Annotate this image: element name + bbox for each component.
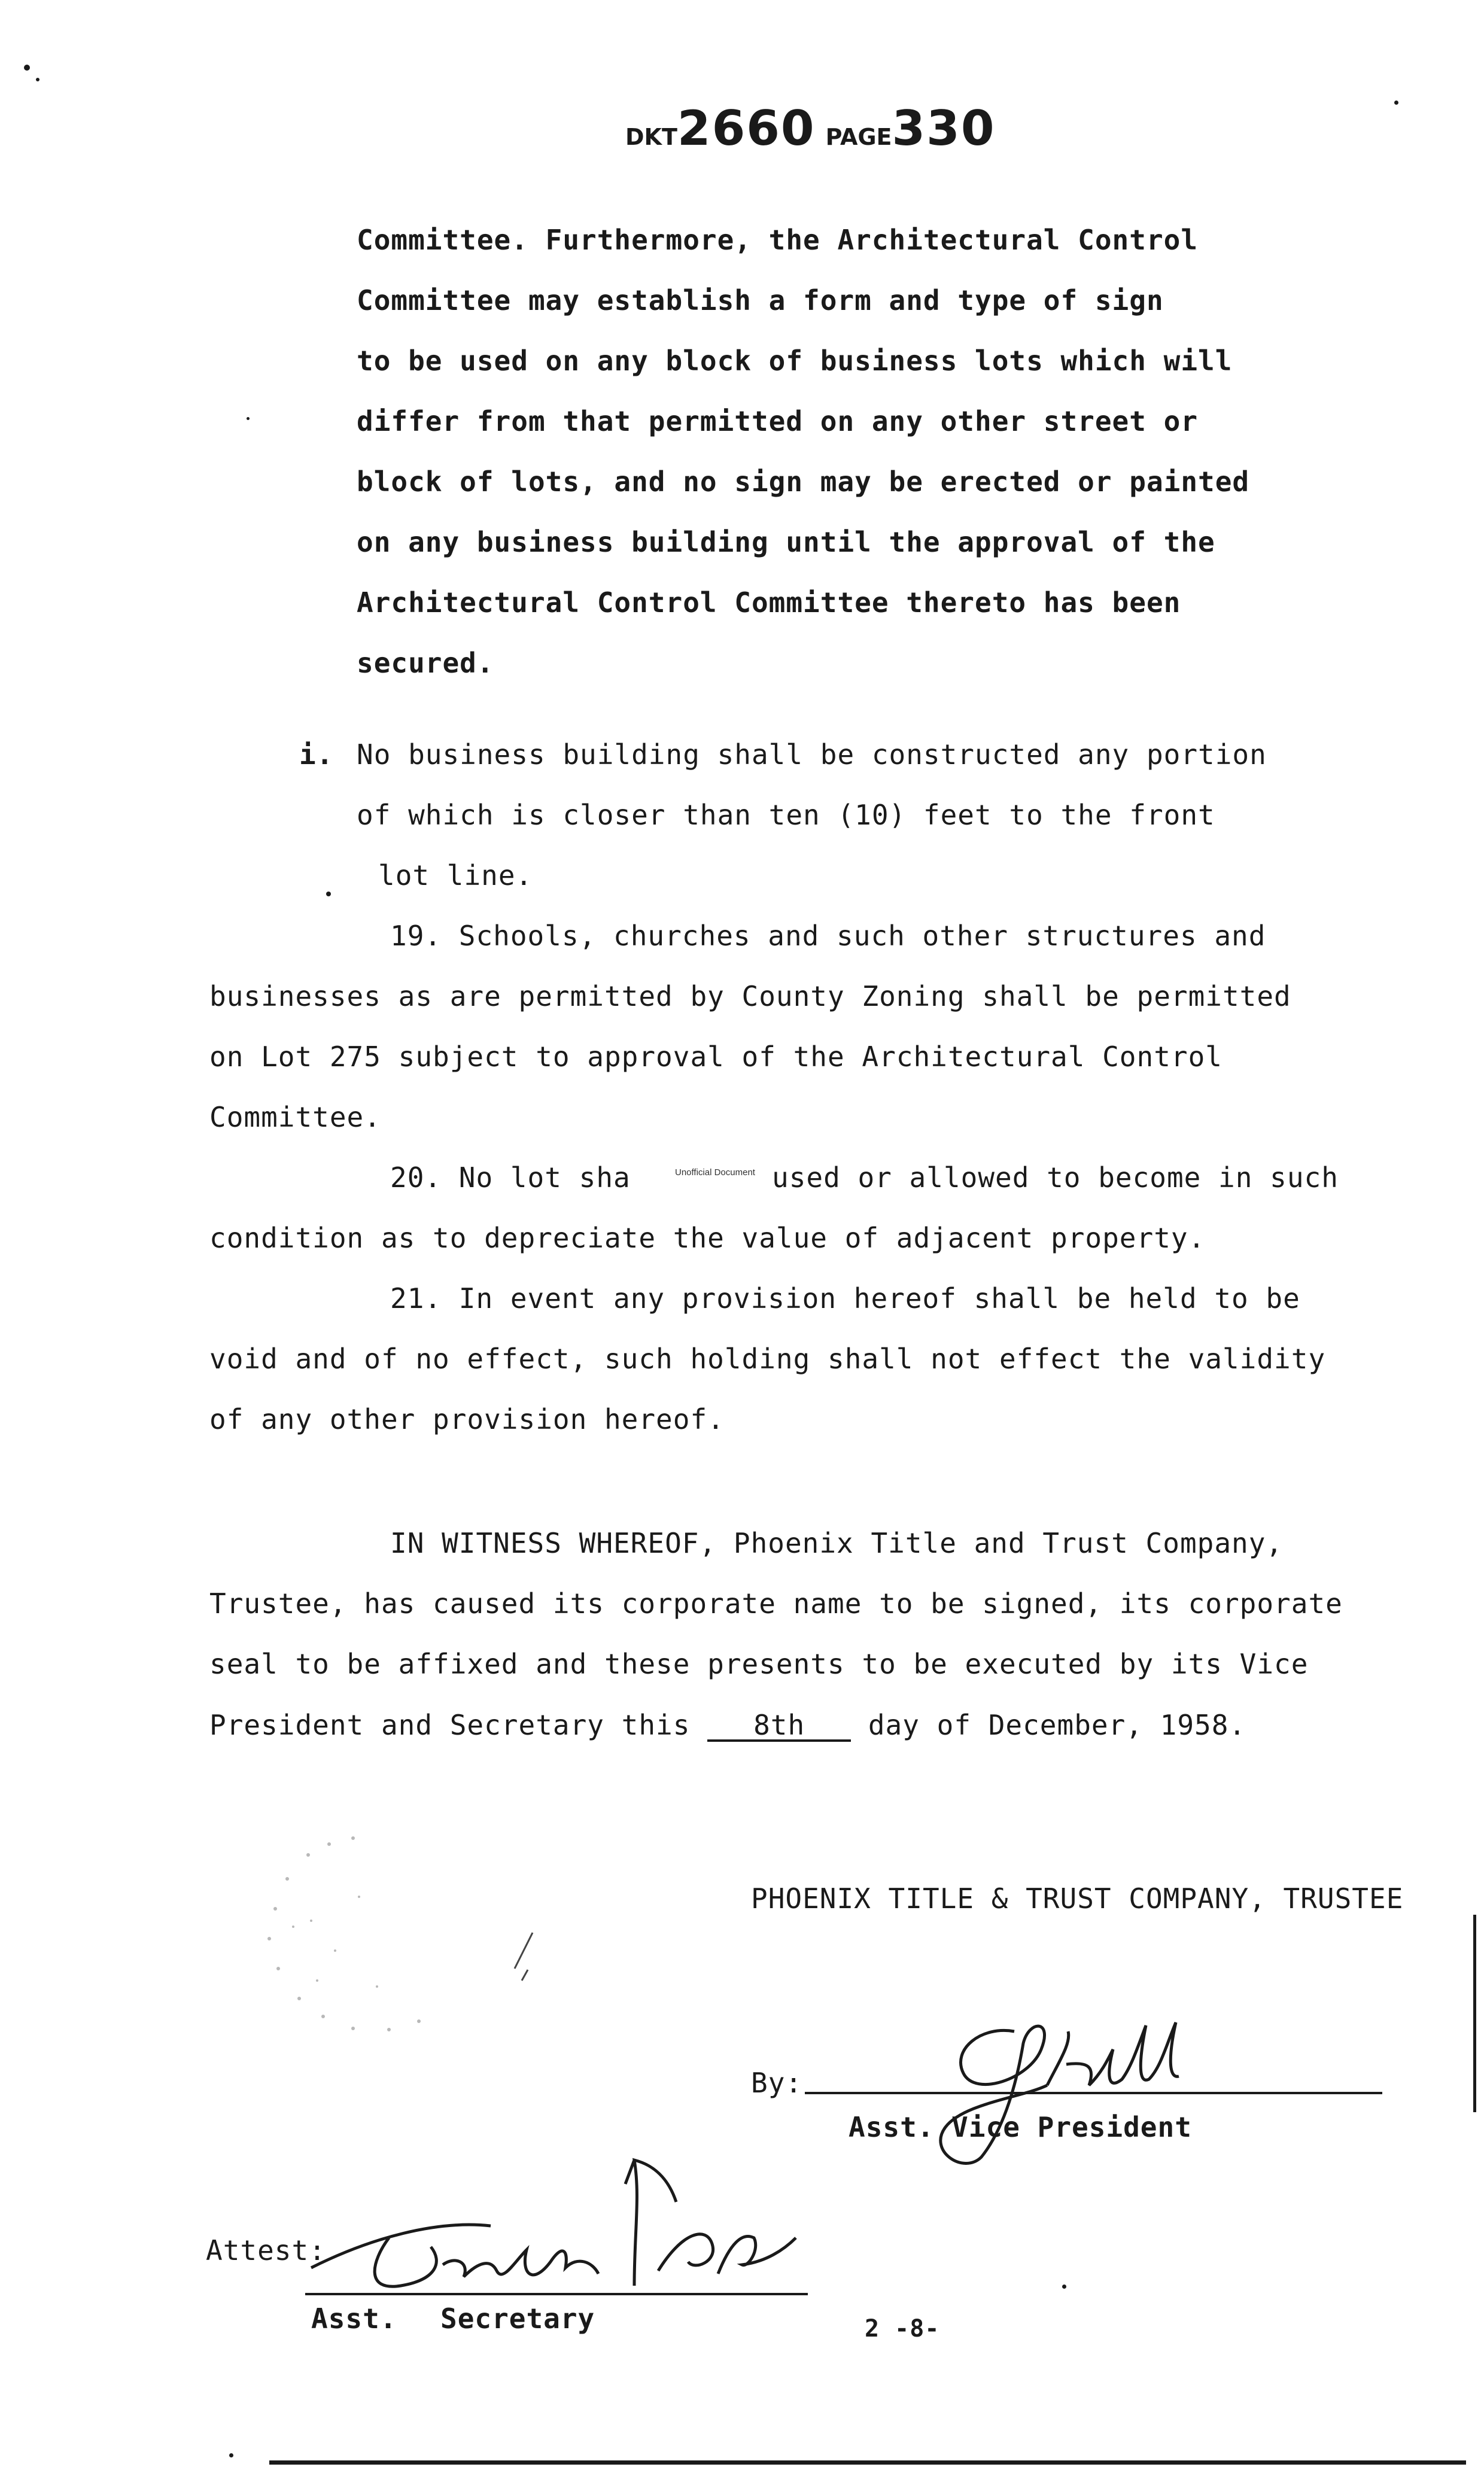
scan-speck — [1394, 101, 1398, 105]
item-i-line-2: of which is closer than ten (10) feet to the front — [357, 799, 1215, 831]
attest-label: Attest: — [206, 2234, 326, 2267]
vice-president-signature — [910, 2007, 1269, 2175]
attest-title-asst: Asst. — [311, 2302, 397, 2335]
witness-date-prefix: President and Secretary this — [209, 1709, 691, 1741]
page-label: PAGE — [825, 124, 892, 150]
p20-line-1-start: 20. No lot sha — [390, 1161, 631, 1194]
scan-speck — [229, 2453, 233, 2457]
scan-edge-mark — [1473, 1915, 1476, 2112]
p1-line-5: block of lots, and no sign may be erected or painted — [357, 466, 1250, 498]
p19-line-4: Committee. — [209, 1101, 381, 1133]
p21-line-1: 21. In event any provision hereof shall be held to be — [390, 1282, 1300, 1315]
p1-line-4: differ from that permitted on any other street or — [357, 405, 1199, 437]
item-i-marker: i. — [299, 738, 334, 771]
p1-line-8: secured. — [357, 647, 494, 679]
unofficial-document-watermark: Unofficial Document — [675, 1167, 755, 1178]
page-footer-number: 2 -8- — [865, 2315, 940, 2343]
witness-date-suffix: day of December, 1958. — [868, 1709, 1246, 1741]
scan-speck — [247, 417, 250, 420]
p1-line-7: Architectural Control Committee thereto has been — [357, 586, 1181, 619]
company-name: PHOENIX TITLE & TRUST COMPANY, TRUSTEE — [751, 1882, 1404, 1915]
p19-line-1: 19. Schools, churches and such other structures and — [390, 920, 1266, 952]
witness-day-blank: 8th — [707, 1711, 851, 1742]
by-title: Asst. Vice President — [849, 2111, 1192, 2143]
p19-line-3: on Lot 275 subject to approval of the Architectural Control — [209, 1041, 1223, 1073]
p1-line-6: on any business building until the approval of the — [357, 526, 1215, 558]
scan-bottom-edge — [269, 2460, 1466, 2465]
item-i-line-1: No business building shall be constructed any portion — [357, 738, 1267, 771]
p20-line-1-end: used or allowed to become in such — [772, 1161, 1339, 1194]
witness-line-2: Trustee, has caused its corporate name to be signed, its corporate — [209, 1587, 1343, 1620]
scan-speck — [326, 892, 331, 896]
p20-line-2: condition as to depreciate the value of adjacent property. — [209, 1222, 1206, 1254]
witness-line-1: IN WITNESS WHEREOF, Phoenix Title and Trust Company, — [390, 1527, 1284, 1559]
scan-speck — [1062, 2285, 1066, 2289]
witness-line-4 — [209, 1711, 1246, 1742]
scan-speck — [36, 78, 39, 81]
p19-line-2: businesses as are permitted by County Zoning shall be permitted — [209, 980, 1291, 1012]
p21-line-2: void and of no effect, such holding shall not effect the validity — [209, 1343, 1326, 1375]
docket-label: DKT — [625, 124, 677, 150]
docket-number: 2660 — [677, 101, 816, 156]
p21-line-3: of any other provision hereof. — [209, 1403, 725, 1435]
p1-line-1: Committee. Furthermore, the Architectural Control — [357, 224, 1199, 256]
attest-title-secretary: Secretary — [440, 2302, 595, 2335]
page-number-stamp: 330 — [892, 101, 996, 156]
scan-speck — [24, 65, 30, 71]
by-label: By: — [751, 2067, 803, 2099]
corporate-seal-impression — [251, 1831, 551, 2046]
p1-line-3: to be used on any block of business lots which will — [357, 345, 1233, 377]
docket-stamp — [625, 101, 996, 156]
witness-line-3: seal to be affixed and these presents to be executed by its Vice — [209, 1648, 1309, 1680]
p1-line-2: Committee may establish a form and type of sign — [357, 284, 1164, 317]
secretary-signature — [299, 2142, 826, 2322]
item-i-line-3: lot line. — [378, 859, 533, 892]
